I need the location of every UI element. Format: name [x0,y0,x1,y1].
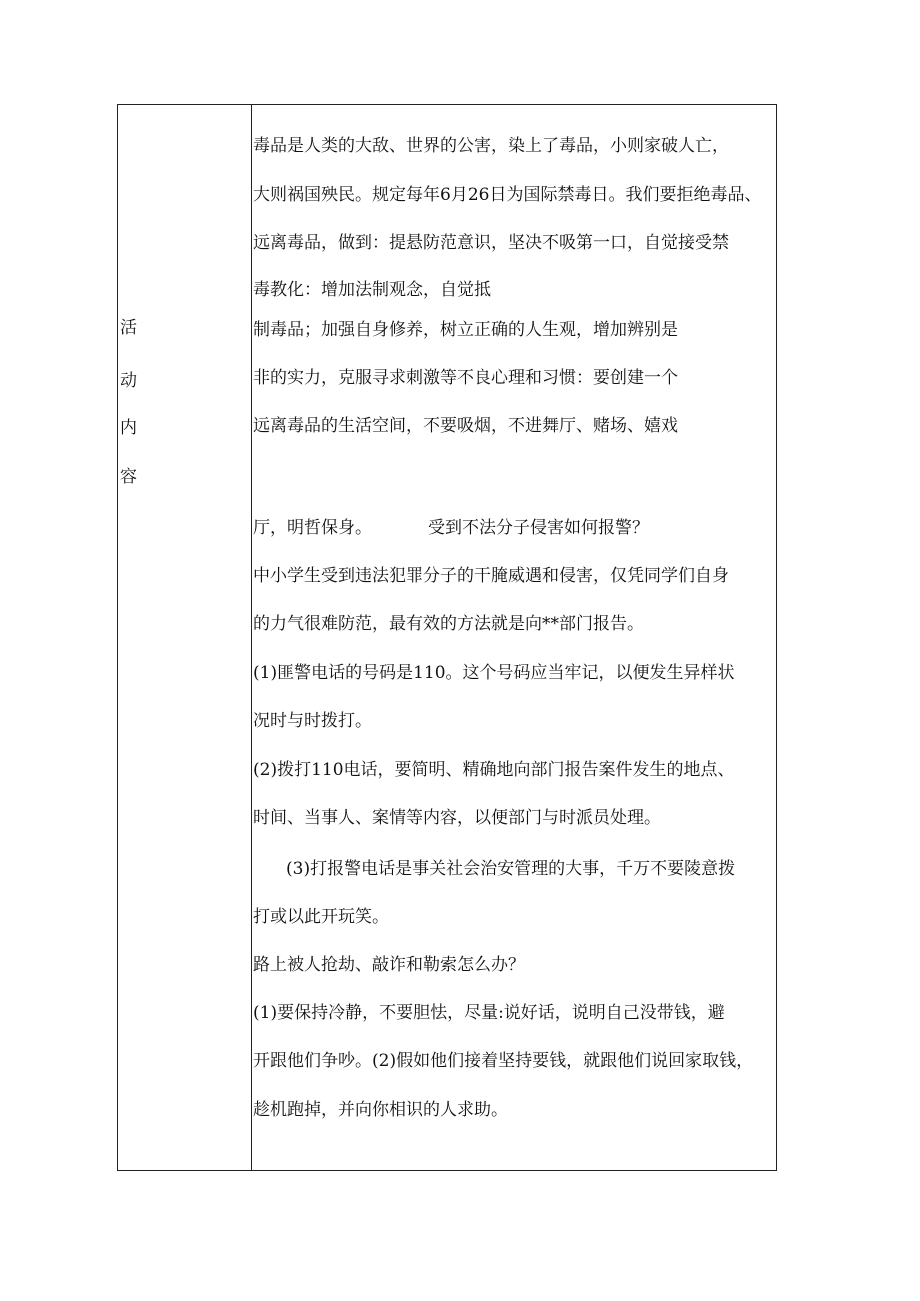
content-line: (1)要保持冷静，不要胆怯，尽量:说好话，说明自己没带钱，避 [253,1003,725,1023]
content-line: 毒品是人类的大敌、世界的公害，染上了毒品，小则家破人亡， [253,136,729,156]
content-line: 毒教化：增加法制观念，自觉抵 [253,280,491,300]
label-char: 内 [120,418,137,438]
label-cell [118,105,251,1170]
content-line: (1)匪警电话的号码是110。这个号码应当牢记，以便发生异样状 [253,663,735,683]
content-line: 开跟他们争吵。(2)假如他们接着坚持要钱，就跟他们说回家取钱， [253,1051,754,1071]
content-line: 中小学生受到违法犯罪分子的干腌威遇和侵害，仅凭同学们自身 [253,566,729,586]
content-line: 时间、当事人、案情等内容，以便部门与时派员处理。 [253,808,661,828]
content-line: 趁机跑掉，并向你相识的人求助。 [253,1100,508,1120]
section-heading: 路上被人抢劫、敲诈和勒索怎么办？ [253,955,525,975]
content-line: (3)打报警电话是事关社会治安管理的大事，千万不要陵意拨 [286,859,736,879]
label-char: 活 [120,318,137,338]
content-line: 非的实力，克服寻求刺激等不良心理和习惯：要创建一个 [253,368,678,388]
content-line: 远离毒品，做到：提悬防范意识，坚决不吸第一口，自觉接受禁 [253,233,729,253]
content-line-with-heading [253,518,649,538]
content-line: 制毒品；加强自身修养，树立正确的人生观，增加辨别是 [253,320,678,340]
content-line: 打或以此开玩笑。 [253,907,389,927]
section-heading: 受到不法分子侵害如何报警？ [428,518,649,538]
content-line: 况时与时拨打。 [253,711,372,731]
content-line: 远离毒品的生活空间，不要吸烟，不进舞厅、赌场、嬉戏 [253,416,678,436]
content-line: 大则祸国殃民。规定每年6月26日为国际禁毒日。我们要拒绝毒品、 [253,185,762,205]
content-line: (2)拨打110电话，要简明、精确地向部门报告案件发生的地点、 [253,760,735,780]
label-char: 动 [120,371,137,391]
content-text: 厅，明哲保身。 [253,518,372,538]
label-char: 容 [120,467,137,487]
column-divider [251,105,252,1170]
content-line: 的力气很难防范，最有效的方法就是向**部门报告。 [253,614,644,634]
